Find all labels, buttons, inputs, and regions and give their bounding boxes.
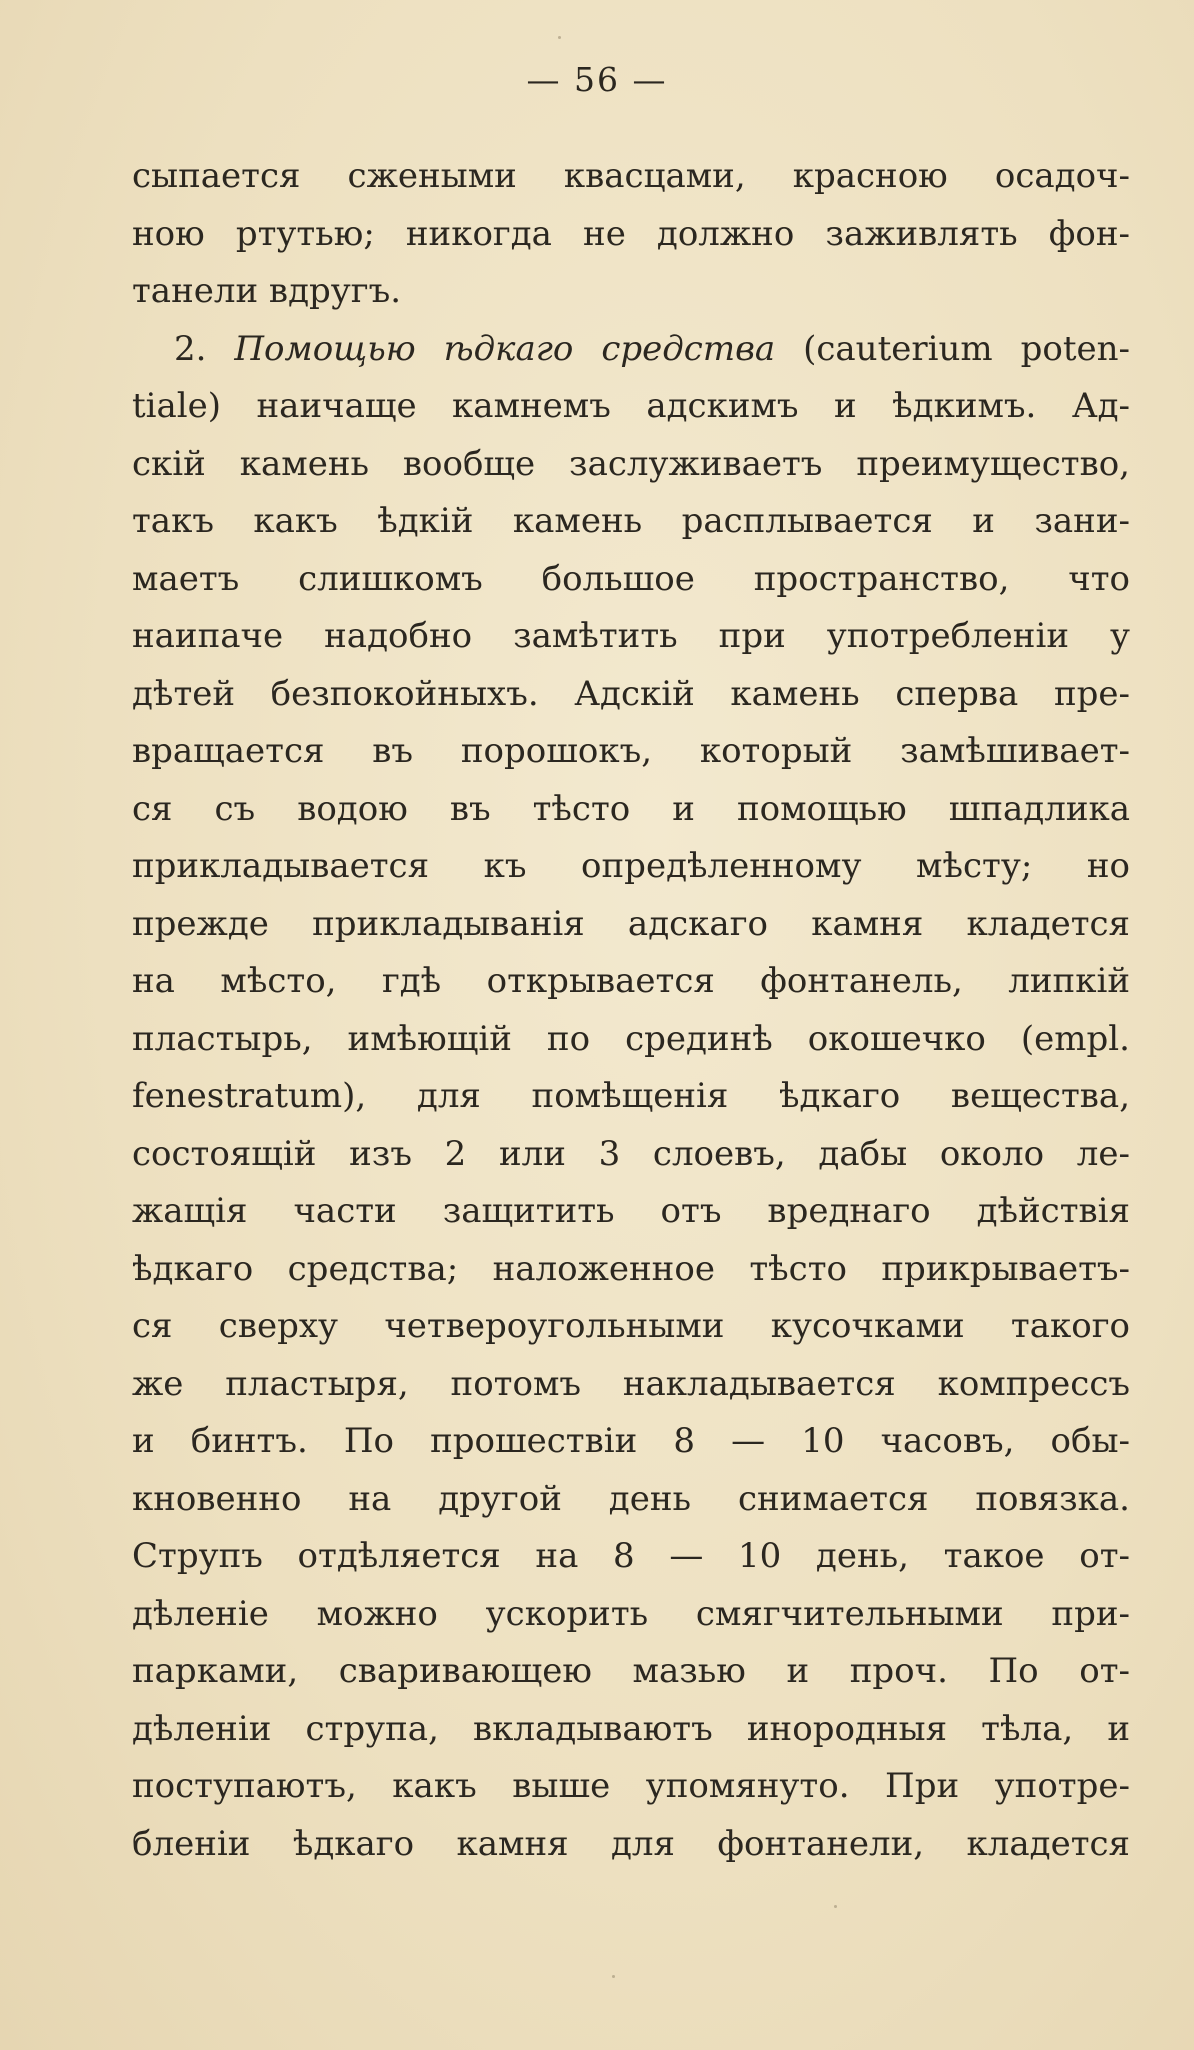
text-line: бленіи ѣдкаго камня для фонтанели, кладется [132,1823,1130,1864]
item-heading-rest: (cauterium poten- [803,328,1130,369]
text-line: маетъ слишкомъ большое пространство, что [132,558,1130,599]
text-line: наипаче надобно замѣтить при употребленіи у [132,616,1130,656]
item-heading: Помощью ѣдкаго средства [234,328,776,369]
text-line: сыпается сжеными квасцами, красною осадоч- [132,156,1130,196]
text-line: дѣленіи струпа, вкладываютъ инородныя тѣла, и [132,1708,1130,1749]
text-line: жащія части защитить отъ вреднаго дѣйствія [132,1191,1130,1231]
text-line: прежде прикладыванія адскаго камня кладется [132,903,1130,944]
text-line: дѣтей безпокойныхъ. Адскій камень сперва пре- [132,673,1130,714]
text-line: дѣленіе можно ускорить смягчительными при- [132,1593,1130,1634]
text-line: Струпъ отдѣляется на 8 — 10 день, такое от- [132,1536,1130,1576]
text-line: fenestratum), для помѣщенія ѣдкаго вещества, [132,1076,1130,1116]
text-line: ѣдкаго средства; наложенное тѣсто прикрываетъ- [132,1248,1130,1289]
page-number: — 56 — [526,60,668,99]
text-line: на мѣсто, гдѣ открывается фонтанель, липкій [132,961,1130,1001]
text-line: ся сверху четвероугольными кусочками такого [132,1306,1130,1346]
text-line: такъ какъ ѣдкій камень расплывается и зани- [132,501,1130,541]
paper-speck [612,1975,615,1978]
text-line: парками, сваривающею мазью и проч. По от- [132,1651,1130,1691]
text-line: поступаютъ, какъ выше упомянуто. При употре- [132,1766,1130,1806]
text-line: ною ртутью; никогда не должно заживлять фон- [132,213,1130,254]
text-line: прикладывается къ опредѣленному мѣсту; но [132,846,1130,886]
text-line: скій камень вообще заслуживаетъ преимущество, [132,443,1130,484]
text-line: состоящій изъ 2 или 3 слоевъ, дабы около ле- [132,1133,1130,1174]
text-line: вращается въ порошокъ, который замѣшивает- [132,731,1130,771]
text-line: пластырь, имѣющій по срединѣ окошечко (empl. [132,1018,1130,1059]
paper-speck [558,36,561,39]
text-line: же пластыря, потомъ накладывается компрессъ [132,1363,1130,1404]
text-line-item-heading [132,321,1130,379]
text-line: и бинтъ. По прошествіи 8 — 10 часовъ, обы- [132,1421,1130,1461]
body-text [132,148,1130,1873]
text-line: ся съ водою въ тѣсто и помощью шпадлика [132,788,1130,829]
item-number: 2. [174,328,207,369]
text-line: tiale) наичаще камнемъ адскимъ и ѣдкимъ. Ад- [132,386,1130,426]
text-line: кновенно на другой день снимается повязка. [132,1478,1130,1519]
text-line: танели вдругъ. [132,271,402,311]
paper-speck [834,1905,837,1908]
